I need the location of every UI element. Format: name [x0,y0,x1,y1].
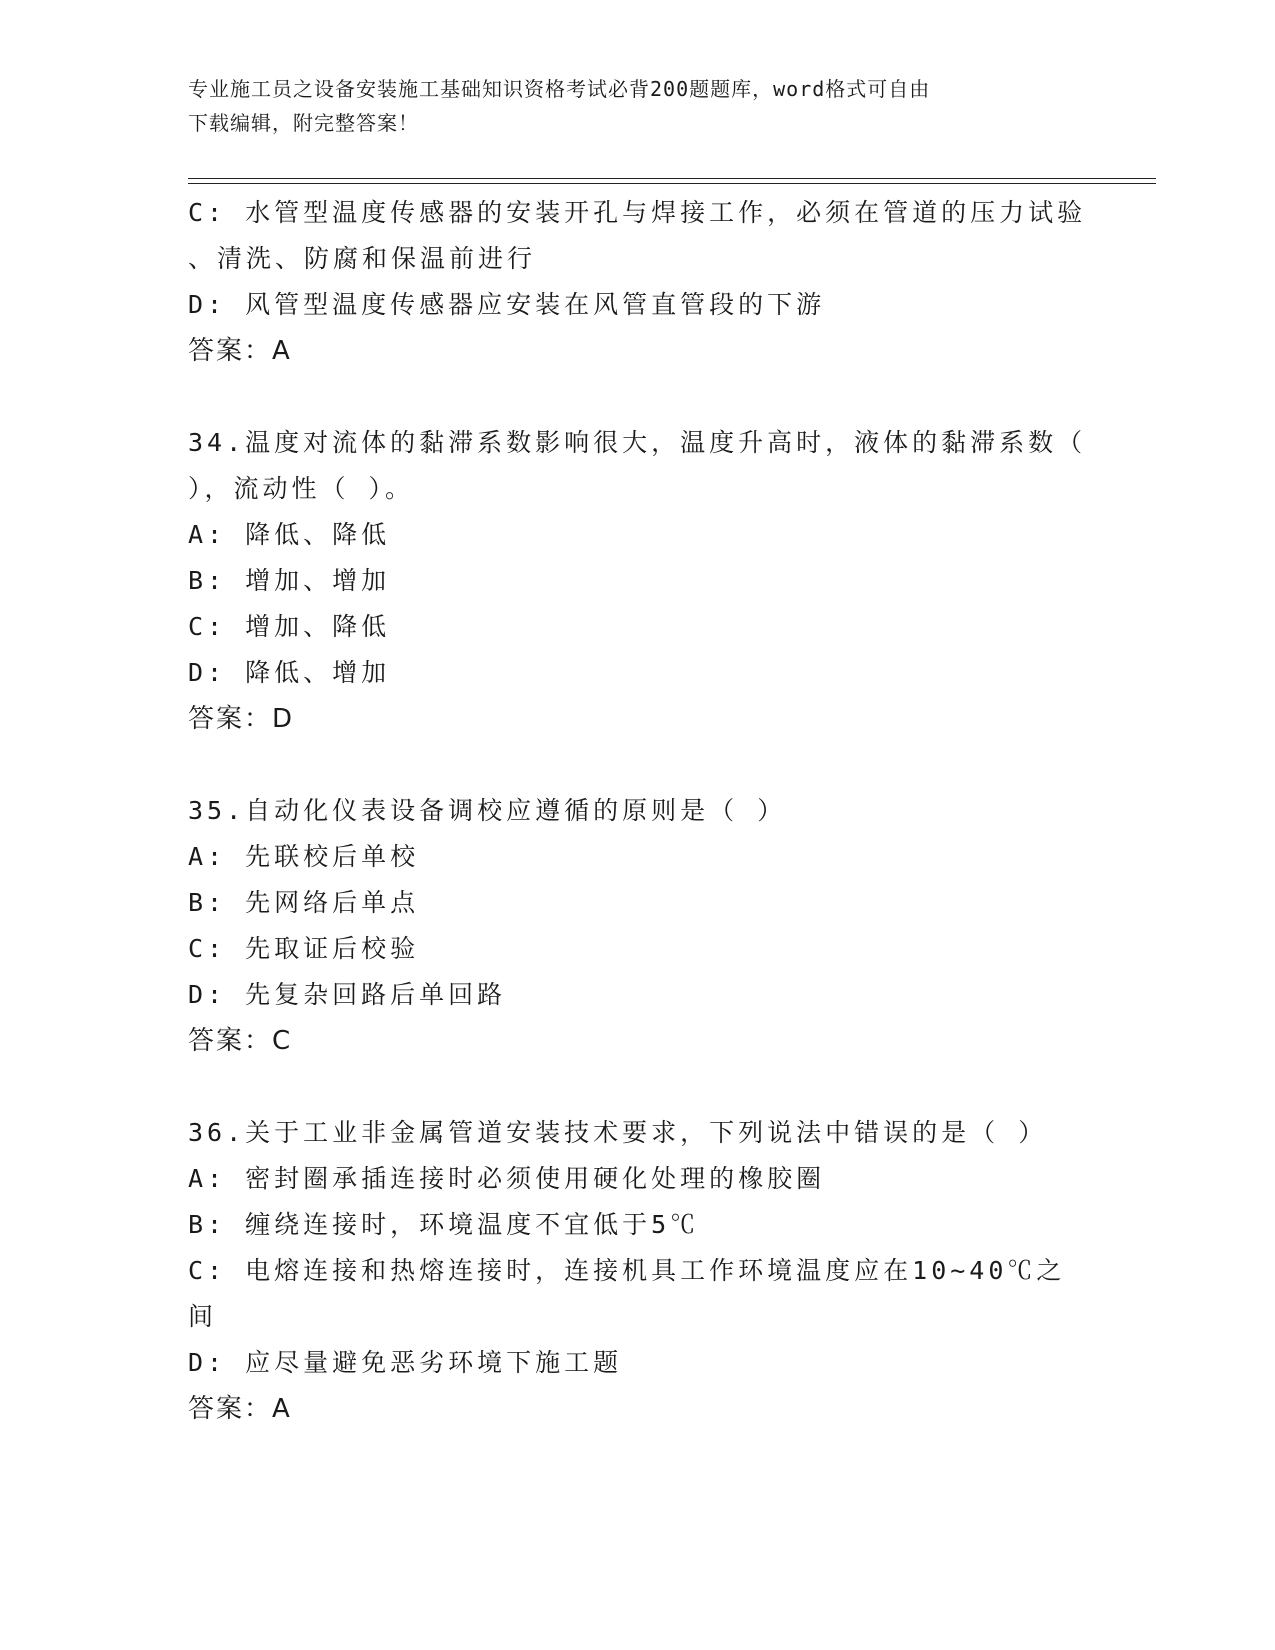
spacer [188,374,1088,420]
option-c: C: 电熔连接和热熔连接时，连接机具工作环境温度应在10~40℃之间 [188,1256,1066,1331]
question-36 [188,1110,1088,1432]
option-a: A: 密封圈承插连接时必须使用硬化处理的橡胶圈 [188,1164,826,1193]
question-stem-line-1: 36.关于工业非金属管道安装技术要求，下列说法中错误的是（ ） [188,1118,1048,1147]
question-35 [188,788,1088,1064]
answer: 答案：D [188,704,295,734]
option-d: D: 先复杂回路后单回路 [188,980,507,1009]
option-b: B: 先网络后单点 [188,888,420,917]
question-stem-line-1: 35.自动化仪表设备调校应遵循的原则是（ ） [188,796,787,825]
question-stem-line-1: 34.温度对流体的黏滞系数影响很大，温度升高时，液体的黏滞系数（ [188,428,1087,457]
answer: 答案：A [188,336,292,366]
option-d: D: 应尽量避免恶劣环境下施工题 [188,1348,623,1377]
spacer [188,742,1088,788]
option-b: B: 增加、增加 [188,566,391,595]
answer: 答案：A [188,1394,292,1424]
header-line-1: 专业施工员之设备安装施工基础知识资格考试必背200题题库，word格式可自由 [188,77,931,101]
option-c-line-2: 、清洗、防腐和保温前进行 [188,244,537,273]
question-34 [188,420,1088,742]
option-c-line-1: C: 水管型温度传感器的安装开孔与焊接工作，必须在管道的压力试验 [188,198,1087,227]
answer: 答案：C [188,1026,293,1056]
option-d: D: 降低、增加 [188,658,391,687]
question-stem-line-2: ），流动性（ ）。 [188,474,415,503]
spacer [188,1064,1088,1110]
question-content [188,190,1088,1432]
header-divider-bottom [188,183,1156,184]
option-a: A: 降低、降低 [188,520,391,549]
option-d: D: 风管型温度传感器应安装在风管直管段的下游 [188,290,826,319]
question-33-continued [188,190,1088,374]
option-c: C: 增加、降低 [188,612,391,641]
header-divider-top [188,178,1156,179]
option-b: B: 缠绕连接时，环境温度不宜低于5℃ [188,1210,700,1239]
header-line-2: 下载编辑，附完整答案！ [188,111,419,135]
option-c: C: 先取证后校验 [188,934,420,963]
document-header [188,72,1088,140]
option-a: A: 先联校后单校 [188,842,420,871]
